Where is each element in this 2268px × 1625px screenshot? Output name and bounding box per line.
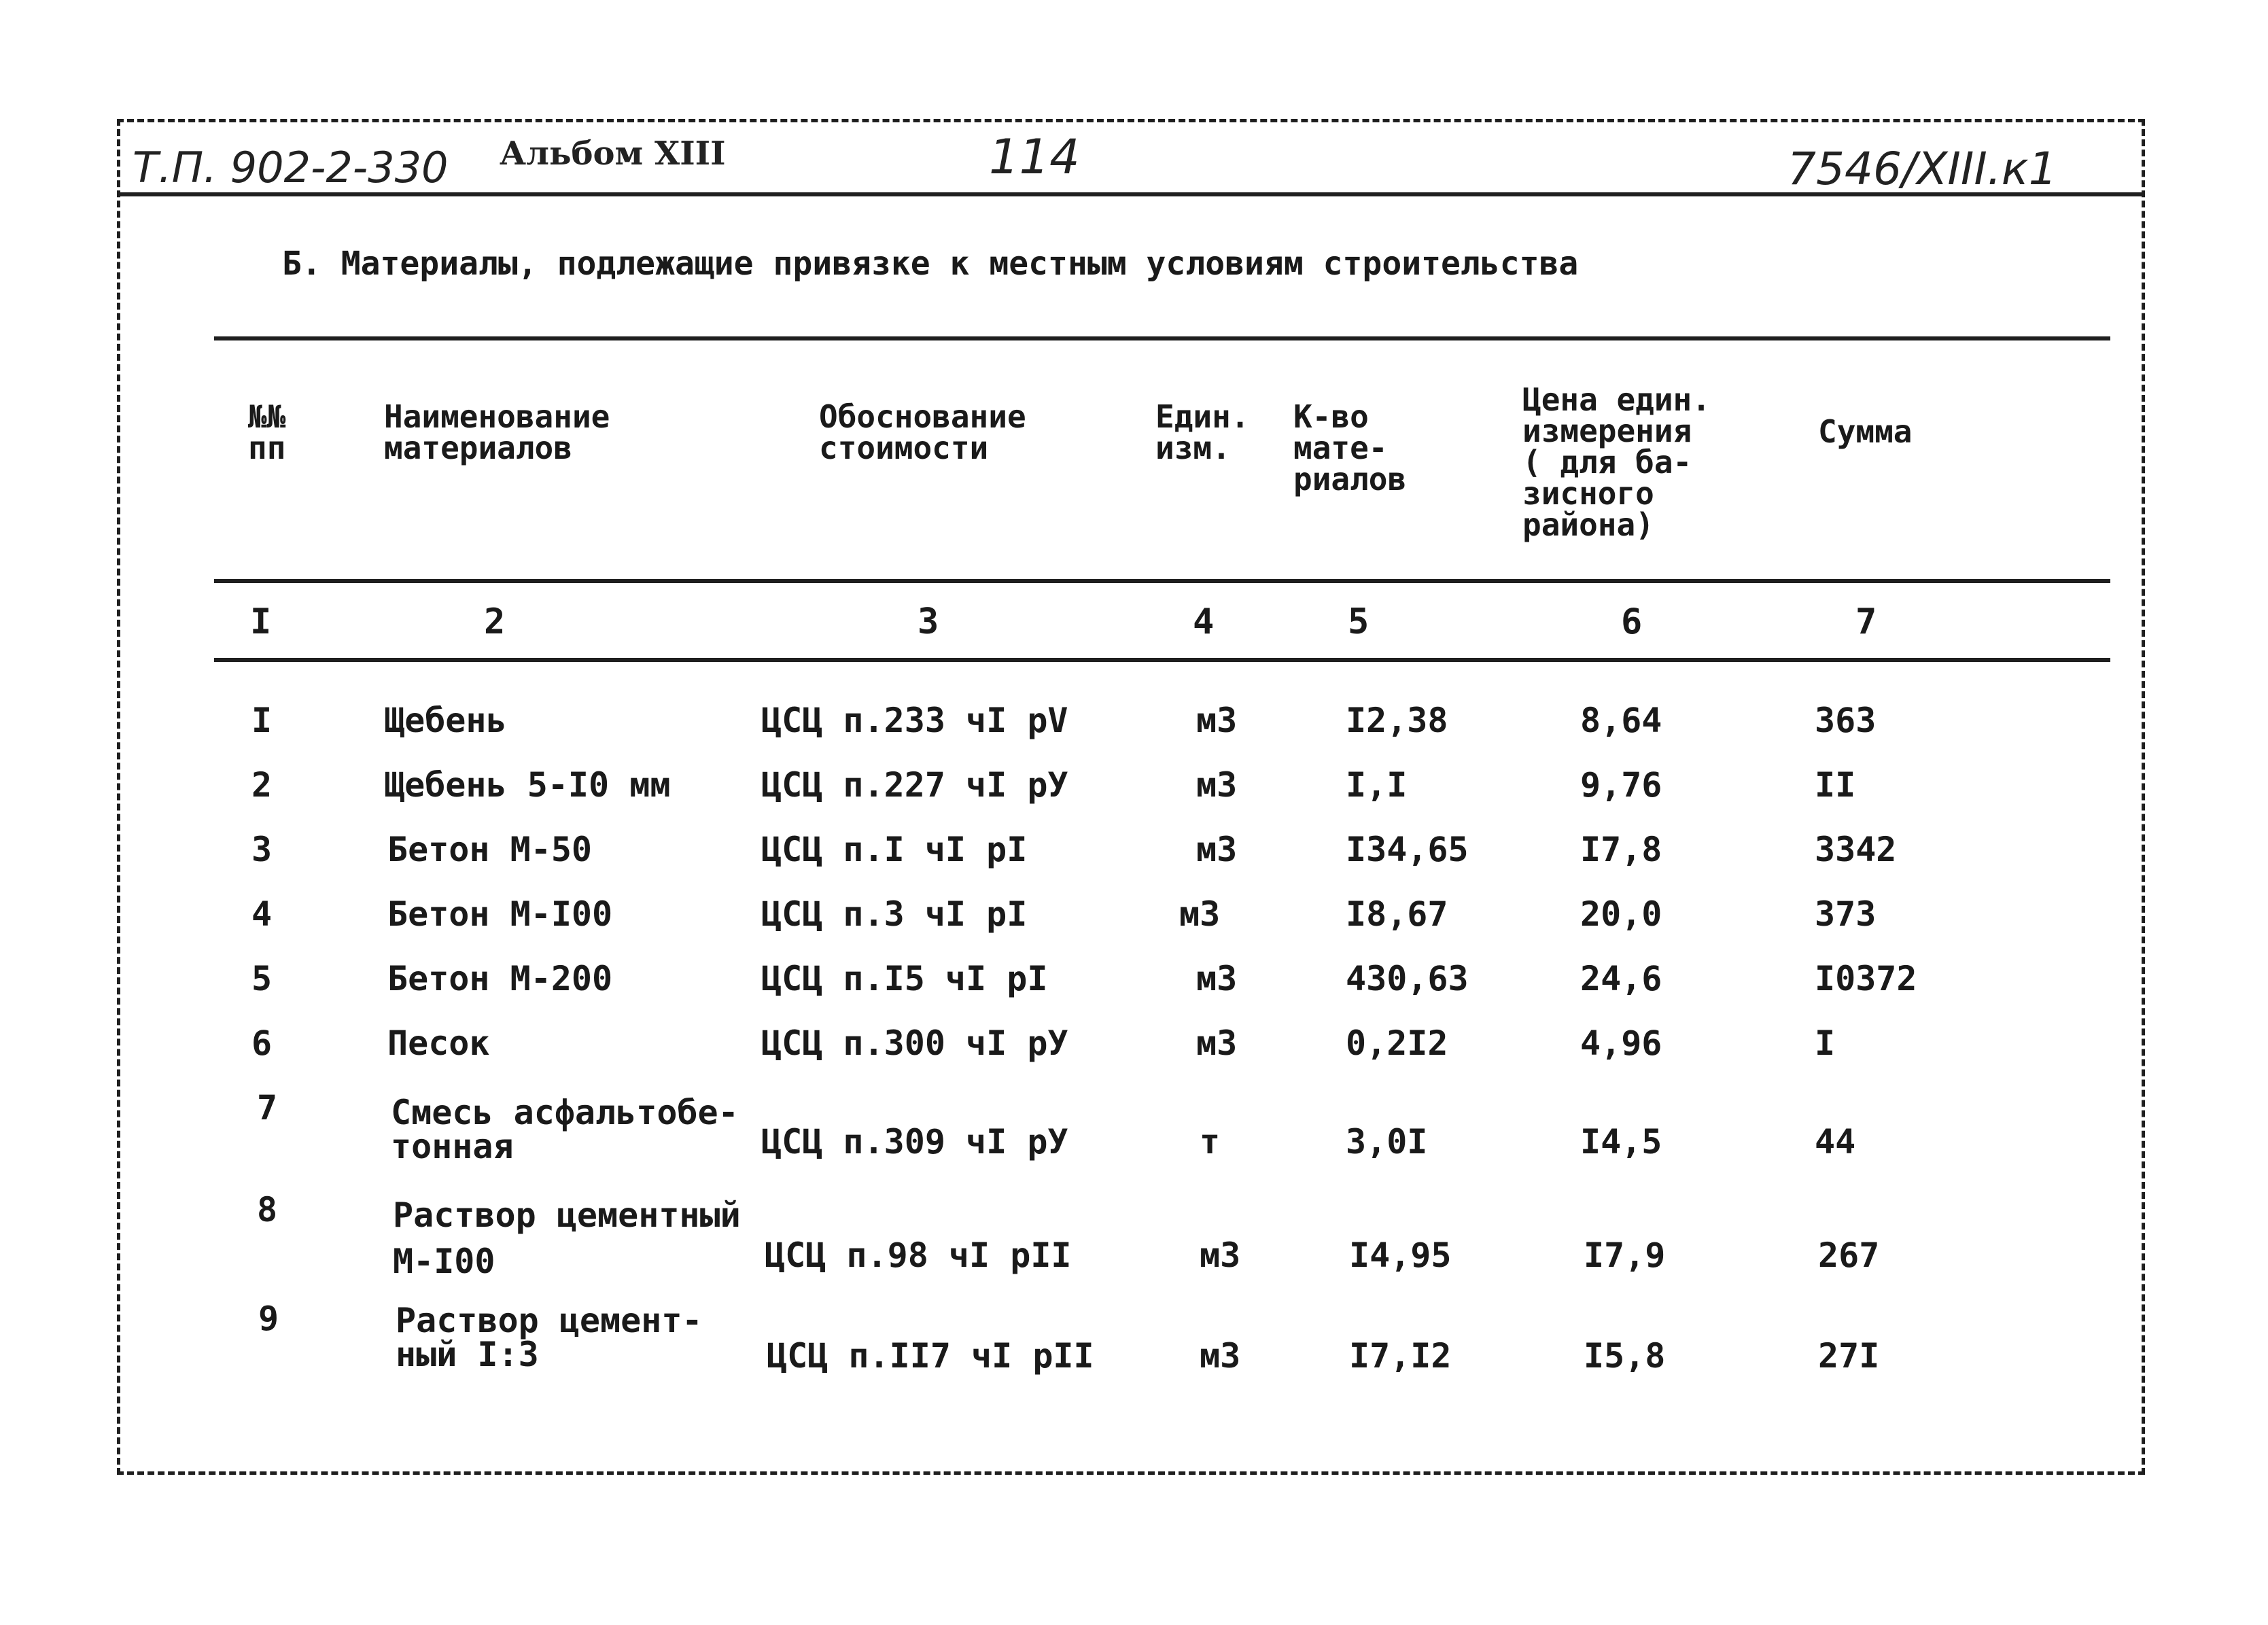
- material-name: Смесь асфальтобе- тонная: [391, 1093, 739, 1166]
- unit: м3: [1196, 765, 1238, 805]
- sum: I0372: [1815, 959, 1917, 998]
- header-name: Наименование материалов: [384, 398, 610, 466]
- column-number: 7: [1855, 601, 1877, 642]
- sum: II: [1815, 765, 1856, 805]
- archive-number: 7546/XIII.к1: [1787, 143, 2057, 195]
- quantity: 3,0I: [1346, 1122, 1428, 1161]
- sum: 3342: [1815, 830, 1897, 869]
- material-name: Бетон М-50: [387, 830, 593, 869]
- quantity: I4,95: [1349, 1236, 1452, 1275]
- row-number: 6: [251, 1024, 273, 1063]
- cost-basis: ЦСЦ п.3 чI рI: [761, 894, 1028, 934]
- material-name: Раствор цементный М-I00: [393, 1195, 741, 1281]
- cost-basis: ЦСЦ п.I5 чI рI: [761, 959, 1048, 998]
- unit: м3: [1196, 959, 1238, 998]
- unit: м3: [1200, 1236, 1241, 1275]
- quantity: 430,63: [1346, 959, 1469, 998]
- row-number: 4: [251, 894, 273, 934]
- cost-basis: ЦСЦ п.98 чI рII: [765, 1236, 1072, 1275]
- column-number: 3: [918, 601, 939, 642]
- row-number: 3: [251, 830, 273, 869]
- header-sum: Сумма: [1818, 413, 1913, 450]
- column-number: 2: [484, 601, 506, 642]
- material-name: Песок: [387, 1024, 490, 1063]
- quantity: I8,67: [1346, 894, 1448, 934]
- unit-price: 8,64: [1580, 701, 1662, 740]
- album-stamp: Альбом XIII: [500, 135, 726, 173]
- unit-price: I5,8: [1584, 1336, 1666, 1376]
- material-name: Бетон М-200: [387, 959, 613, 998]
- section-title: Б. Материалы, подлежащие привязке к местным условиям строительства: [282, 245, 1579, 283]
- table-header-rule: [214, 579, 2110, 583]
- quantity: I2,38: [1346, 701, 1448, 740]
- header-price: Цена един. измерения ( для ба- зисного района): [1522, 381, 1711, 543]
- unit: м3: [1179, 894, 1221, 934]
- column-number: 5: [1348, 601, 1369, 642]
- cost-basis: ЦСЦ п.300 чI рУ: [761, 1024, 1068, 1063]
- table-numbers-rule: [214, 658, 2110, 662]
- cost-basis: ЦСЦ п.233 чI рV: [761, 701, 1068, 740]
- header-quantity: К-во мате- риалов: [1293, 398, 1407, 497]
- header-basis: Обоснование стоимости: [819, 398, 1026, 466]
- column-number: I: [250, 601, 272, 642]
- cost-basis: ЦСЦ п.227 чI рУ: [761, 765, 1068, 805]
- column-number: 6: [1621, 601, 1643, 642]
- row-number: 2: [251, 765, 273, 805]
- sum: I: [1815, 1024, 1836, 1063]
- unit: м3: [1196, 830, 1238, 869]
- row-number: 8: [257, 1190, 278, 1229]
- sum: 44: [1815, 1122, 1856, 1161]
- material-name: Бетон М-I00: [387, 894, 613, 934]
- cost-basis: ЦСЦ п.II7 чI рII: [767, 1336, 1094, 1376]
- unit: т: [1200, 1122, 1221, 1161]
- unit: м3: [1196, 1024, 1238, 1063]
- unit-price: 9,76: [1580, 765, 1662, 805]
- unit-price: 20,0: [1580, 894, 1662, 934]
- header-number: №№ пп: [248, 398, 286, 466]
- material-name: Щебень 5-I0 мм: [384, 765, 671, 805]
- material-name: Щебень: [384, 701, 507, 740]
- row-number: 5: [251, 959, 273, 998]
- cost-basis: ЦСЦ п.309 чI рУ: [761, 1122, 1068, 1161]
- column-number: 4: [1193, 601, 1215, 642]
- unit-price: 4,96: [1580, 1024, 1662, 1063]
- unit: м3: [1196, 701, 1238, 740]
- row-number: 7: [257, 1088, 278, 1128]
- sum: 267: [1818, 1236, 1880, 1275]
- page-number: 114: [989, 129, 1080, 185]
- quantity: I,I: [1346, 765, 1408, 805]
- header-unit: Един. изм.: [1155, 398, 1250, 466]
- unit: м3: [1200, 1336, 1241, 1376]
- quantity: I7,I2: [1349, 1336, 1452, 1376]
- sum: 27I: [1818, 1336, 1880, 1376]
- table-top-rule: [214, 336, 2110, 340]
- quantity: I34,65: [1346, 830, 1469, 869]
- unit-price: I7,9: [1584, 1236, 1666, 1275]
- quantity: 0,2I2: [1346, 1024, 1448, 1063]
- unit-price: 24,6: [1580, 959, 1662, 998]
- unit-price: I7,8: [1580, 830, 1662, 869]
- cost-basis: ЦСЦ п.I чI рI: [761, 830, 1028, 869]
- row-number: 9: [258, 1299, 279, 1338]
- unit-price: I4,5: [1580, 1122, 1662, 1161]
- sum: 373: [1815, 894, 1877, 934]
- row-number: I: [251, 701, 273, 740]
- sum: 363: [1815, 701, 1877, 740]
- project-stamp: Т.П. 902-2-330: [133, 143, 449, 192]
- material-name: Раствор цемент- ный I:3: [396, 1301, 703, 1374]
